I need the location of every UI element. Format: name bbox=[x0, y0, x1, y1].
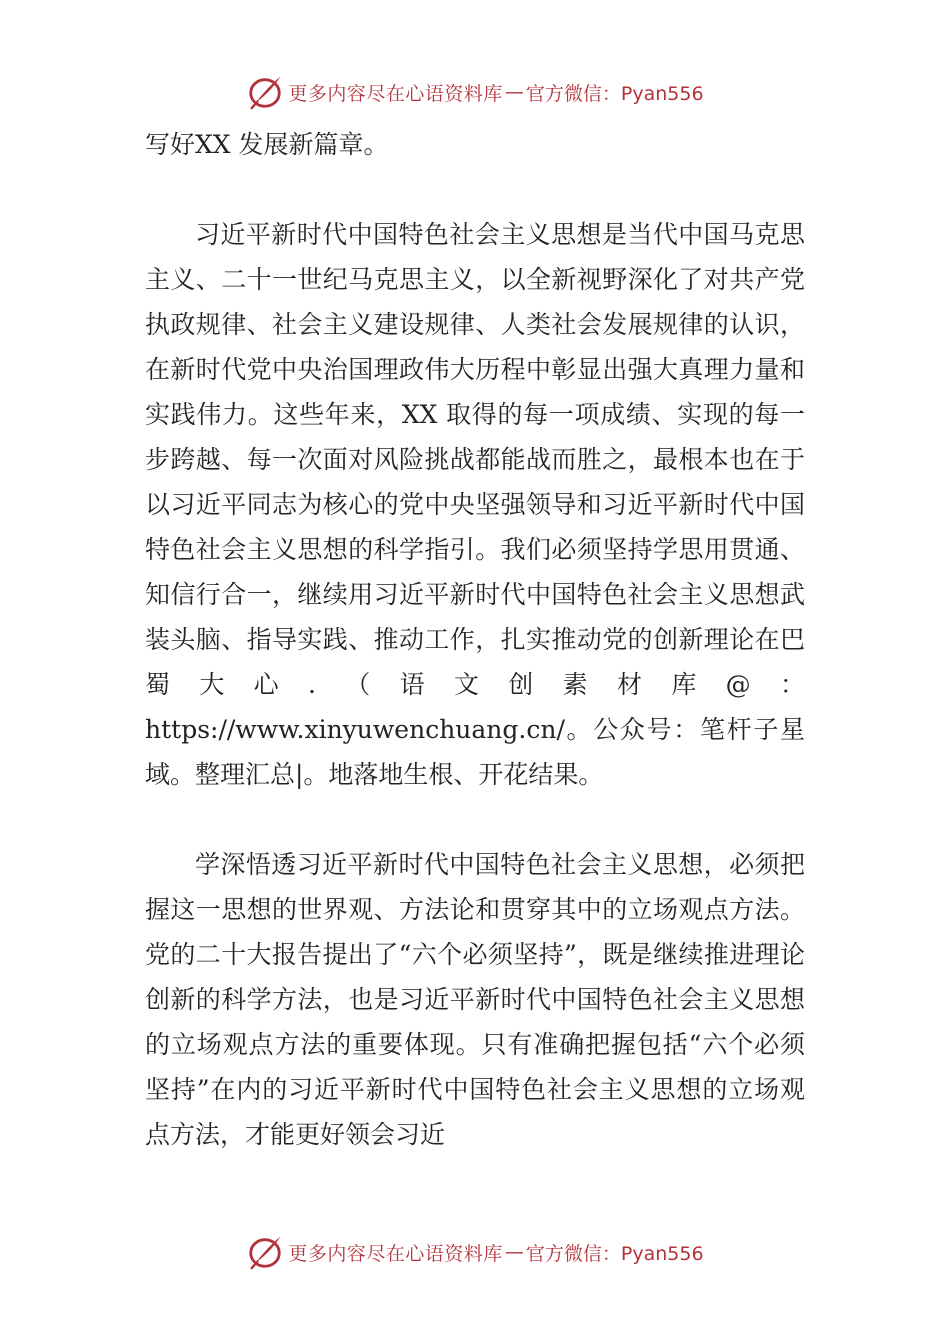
header-banner bbox=[0, 70, 950, 114]
header-separator: — bbox=[504, 81, 524, 103]
document-body bbox=[145, 122, 805, 1157]
paragraph: 学深悟透习近平新时代中国特色社会主义思想，必须把握这一思想的世界观、方法论和贯穿其中的立场观点方法。党的二十大报告提出了“六个必须坚持”，既是继续推进理论创新的科学方法，也是习近平新时代中国特色社会主义思想的立场观点方法的重要体现。只有准确把握包括“六个必须坚持”在内的习近平新时代中国特色社会主义思想的立场观点方法，才能更好领会习近 bbox=[145, 850, 805, 1149]
paragraph: 习近平新时代中国特色社会主义思想是当代中国马克思主义、二十一世纪马克思主义，以全新视野深化了对共产党执政规律、社会主义建设规律、人类社会发展规律的认识，在新时代党中央治国理政伟大历程中彰显出强大真理力量和实践伟力。这些年来，XX 取得的每一项成绩、实现的每一步跨越、每一次面对风险挑战都能战而胜之，最根本也在于以习近平同志为核心的党中央坚强领导和习近平新时代中国特色社会主义思想的科学指引。我们必须坚持学思用贯通、知信行合一，继续用习近平新时代中国特色社会主义思想武装头脑、指导实践、推动工作，扎实推动党的创新理论在巴蜀大心.（语文创素材库@：https://www.xinyuwenchuang.cn/。公众号：笔杆子星域。整理汇总|。地落地生根、开花结果。 bbox=[145, 220, 805, 789]
paragraph-continuation: 写好XX 发展新篇章。 bbox=[145, 130, 389, 159]
header-wechat-text: 官方微信：Pyan556 bbox=[525, 82, 704, 105]
quill-pen-logo-icon bbox=[246, 73, 284, 111]
header-brand-text: 更多内容尽在心语资料库 bbox=[288, 82, 503, 105]
footer-banner bbox=[0, 1230, 950, 1274]
quill-pen-logo-icon bbox=[246, 1233, 284, 1271]
footer-wechat-text: 官方微信：Pyan556 bbox=[525, 1242, 704, 1265]
footer-brand-text: 更多内容尽在心语资料库 bbox=[288, 1242, 503, 1265]
footer-separator: — bbox=[504, 1241, 524, 1263]
